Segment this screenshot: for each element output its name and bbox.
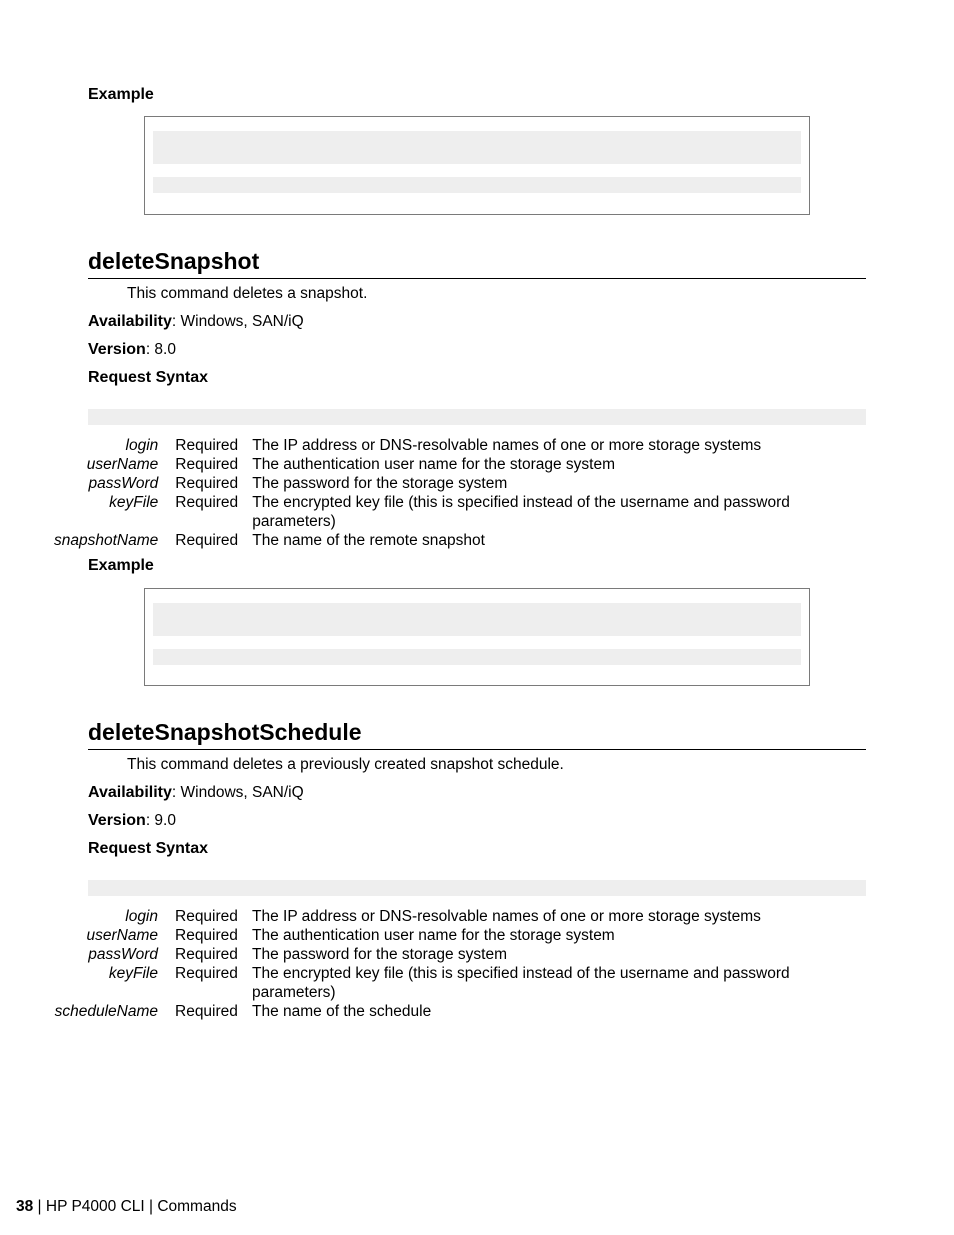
availability-value: : Windows, SAN/iQ xyxy=(171,313,304,330)
param-required: Required xyxy=(175,946,238,963)
param-description: The encrypted key file (this is specified instead of the username and password parameters) xyxy=(252,965,790,1001)
param-name: userName xyxy=(86,927,158,944)
table-row xyxy=(54,436,792,455)
table-row xyxy=(54,964,792,1002)
param-required: Required xyxy=(175,494,239,511)
section-rule xyxy=(88,749,866,750)
example-code-box xyxy=(144,116,810,215)
section-description: This command deletes a snapshot. xyxy=(127,285,368,302)
param-required: Required xyxy=(175,965,238,982)
param-required: Required xyxy=(175,437,239,454)
section-title: deleteSnapshotSchedule xyxy=(88,719,362,745)
table-row xyxy=(54,455,792,474)
version-label: Version xyxy=(88,812,146,829)
param-description: The IP address or DNS-resolvable names of one or more storage systems xyxy=(252,908,761,925)
param-required: Required xyxy=(175,1003,238,1020)
availability-line xyxy=(88,313,304,331)
availability-label: Availability xyxy=(88,313,172,330)
request-syntax-heading: Request Syntax xyxy=(88,369,209,386)
table-row xyxy=(54,1002,792,1021)
availability-value: : Windows, SAN/iQ xyxy=(171,784,304,801)
example-code-box xyxy=(144,588,810,686)
table-row xyxy=(54,945,792,964)
param-required: Required xyxy=(175,456,239,473)
code-line xyxy=(153,603,801,636)
param-name: scheduleName xyxy=(54,1003,158,1020)
table-row xyxy=(54,474,792,493)
param-name: login xyxy=(125,908,158,925)
parameter-table xyxy=(54,436,792,550)
parameter-table xyxy=(54,907,792,1021)
param-required: Required xyxy=(175,927,238,944)
code-line xyxy=(153,131,801,164)
version-line xyxy=(88,341,176,359)
request-syntax-code xyxy=(88,409,866,425)
param-name: passWord xyxy=(88,475,159,492)
example-heading: Example xyxy=(88,557,154,574)
availability-line xyxy=(88,784,304,802)
param-description: The name of the remote snapshot xyxy=(252,532,485,549)
request-syntax-heading: Request Syntax xyxy=(88,840,209,857)
section-title: deleteSnapshot xyxy=(88,248,260,274)
param-name: keyFile xyxy=(108,965,158,982)
param-description: The authentication user name for the storage system xyxy=(252,927,615,944)
table-row xyxy=(54,493,792,531)
table-row xyxy=(54,531,792,550)
availability-label: Availability xyxy=(88,784,172,801)
param-description: The encrypted key file (this is specified instead of the username and password parameters) xyxy=(252,494,790,530)
param-description: The name of the schedule xyxy=(252,1003,432,1020)
param-description: The password for the storage system xyxy=(252,946,508,963)
section-description: This command deletes a previously created snapshot schedule. xyxy=(127,756,564,773)
param-name: userName xyxy=(86,456,159,473)
version-line xyxy=(88,812,176,830)
param-name: keyFile xyxy=(109,494,159,511)
param-description: The IP address or DNS-resolvable names of one or more storage systems xyxy=(252,437,762,454)
footer-text: | HP P4000 CLI | Commands xyxy=(33,1198,237,1215)
param-required: Required xyxy=(175,908,238,925)
version-label: Version xyxy=(88,341,146,358)
param-name: snapshotName xyxy=(54,532,159,549)
page-number: 38 xyxy=(16,1198,34,1215)
param-name: login xyxy=(125,437,159,454)
param-name: passWord xyxy=(88,946,158,963)
code-line xyxy=(153,177,801,193)
example-heading: Example xyxy=(88,86,154,103)
param-required: Required xyxy=(175,475,239,492)
table-row xyxy=(54,926,792,945)
page-footer xyxy=(16,1198,237,1216)
param-description: The authentication user name for the storage system xyxy=(252,456,615,473)
param-description: The password for the storage system xyxy=(252,475,508,492)
param-required: Required xyxy=(175,532,239,549)
code-line xyxy=(153,649,801,665)
table-row xyxy=(54,907,792,926)
version-value: : 8.0 xyxy=(145,341,176,358)
section-rule xyxy=(88,278,866,279)
request-syntax-code xyxy=(88,880,866,896)
version-value: : 9.0 xyxy=(145,812,176,829)
